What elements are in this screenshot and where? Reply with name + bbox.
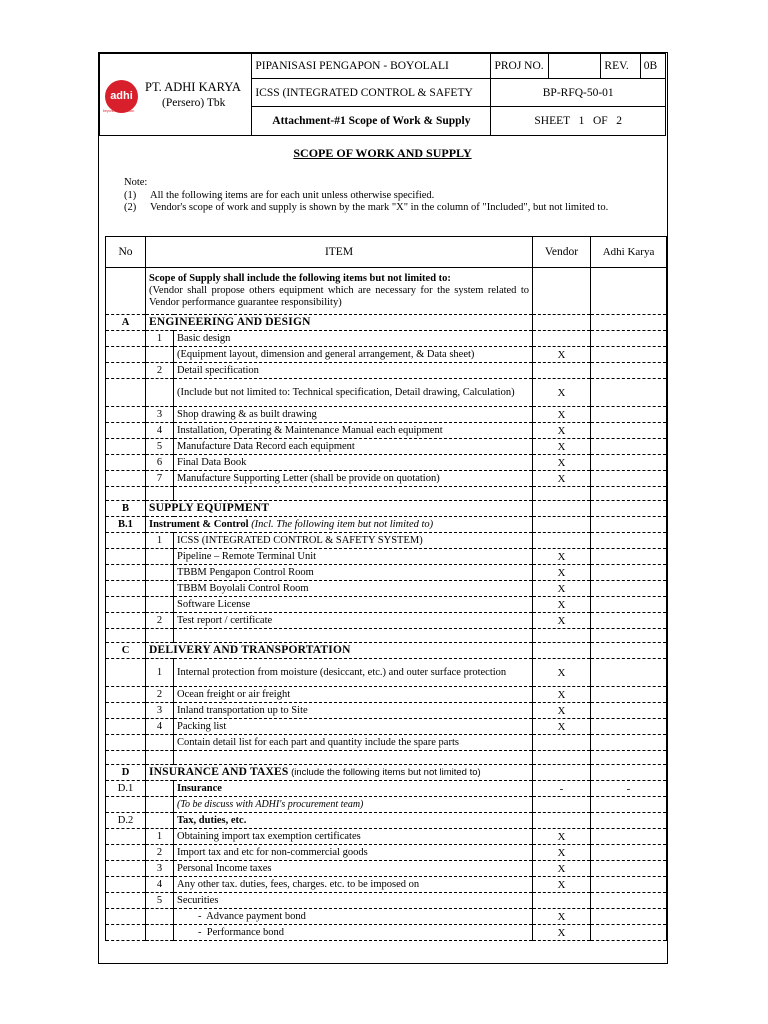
row-sub: [146, 549, 174, 565]
table-row: [106, 845, 667, 861]
row-adhi: [591, 533, 667, 549]
row-item: Shop drawing & as built drawing: [174, 407, 533, 423]
row-sub: 5: [146, 439, 174, 455]
row-adhi: [591, 909, 667, 925]
row-no: [106, 549, 146, 565]
table-row: [106, 719, 667, 735]
row-item: (Include but not limited to: Technical specification, Detail drawing, Calculation): [174, 379, 533, 407]
row-sub: 7: [146, 471, 174, 487]
row-no: [106, 735, 146, 751]
section-label: Instrument & Control: [149, 518, 249, 530]
row-vendor: -: [533, 781, 591, 797]
row-item: ICSS (INTEGRATED CONTROL & SAFETY SYSTEM): [174, 533, 533, 549]
row-adhi: [591, 315, 667, 331]
row-adhi: [591, 487, 667, 501]
row-adhi: [591, 331, 667, 347]
row-sub: 5: [146, 893, 174, 909]
row-vendor: [533, 315, 591, 331]
section-title: [146, 765, 533, 781]
row-adhi: [591, 877, 667, 893]
section-label: SUPPLY EQUIPMENT: [149, 502, 270, 514]
row-vendor: [533, 363, 591, 379]
row-item: Manufacture Data Record each equipment: [174, 439, 533, 455]
table-row: [106, 501, 667, 517]
row-sub: [146, 797, 174, 813]
row-no: [106, 268, 146, 315]
row-sub: [146, 735, 174, 751]
sheet-number: SHEET 1 OF 2: [491, 107, 666, 136]
row-no: [106, 751, 146, 765]
table-row: [106, 925, 667, 941]
row-item: Contain detail list for each part and quantity include the spare parts: [174, 735, 533, 751]
row-adhi: [591, 613, 667, 629]
header-adhi-karya: Adhi Karya: [591, 237, 667, 268]
row-vendor: X: [533, 909, 591, 925]
row-no: [106, 363, 146, 379]
row-item: (Equipment layout, dimension and general arrangement, & Data sheet): [174, 347, 533, 363]
table-row: [106, 268, 667, 315]
section-title: [146, 643, 533, 659]
table-row: [106, 735, 667, 751]
row-no: [106, 687, 146, 703]
row-item: Internal protection from moisture (desiccant, etc.) and outer surface protection: [174, 659, 533, 687]
row-vendor: [533, 517, 591, 533]
row-sub: [146, 379, 174, 407]
intro-heading: Scope of Supply shall include the following items but not limited to:: [149, 273, 451, 284]
row-vendor: X: [533, 549, 591, 565]
row-adhi: [591, 471, 667, 487]
row-adhi: [591, 735, 667, 751]
proj-no-label: PROJ NO.: [491, 54, 549, 79]
row-no: [106, 861, 146, 877]
row-sub: 2: [146, 845, 174, 861]
table-row: [106, 423, 667, 439]
section-label: DELIVERY AND TRANSPORTATION: [149, 644, 351, 656]
row-no: [106, 893, 146, 909]
document-number: BP-RFQ-50-01: [491, 79, 666, 107]
row-vendor: [533, 533, 591, 549]
company-block: [100, 54, 252, 136]
row-item: Obtaining import tax exemption certificates: [174, 829, 533, 845]
section-no: B.1: [106, 517, 146, 533]
row-sub: [146, 909, 174, 925]
row-adhi: [591, 581, 667, 597]
section-title: [146, 517, 533, 533]
row-item: Installation, Operating & Maintenance Manual each equipment: [174, 423, 533, 439]
row-adhi: [591, 597, 667, 613]
row-adhi: [591, 925, 667, 941]
row-vendor: X: [533, 687, 591, 703]
row-item: - Performance bond: [174, 925, 533, 941]
table-row: [106, 659, 667, 687]
row-sub: [146, 565, 174, 581]
notes-block: [124, 177, 608, 215]
section-label: ENGINEERING AND DESIGN: [149, 316, 311, 328]
section-label: INSURANCE AND TAXES: [149, 766, 289, 778]
row-no: [106, 845, 146, 861]
row-sub: 1: [146, 659, 174, 687]
row-no: [106, 439, 146, 455]
header-vendor: Vendor: [533, 237, 591, 268]
proj-no-value: [548, 54, 600, 79]
row-vendor: [533, 751, 591, 765]
table-row: [106, 455, 667, 471]
row-adhi: [591, 268, 667, 315]
row-vendor: X: [533, 861, 591, 877]
table-row: [106, 703, 667, 719]
row-vendor: X: [533, 703, 591, 719]
row-no: [106, 797, 146, 813]
row-sub: 1: [146, 533, 174, 549]
row-vendor: X: [533, 471, 591, 487]
row-sub: 2: [146, 363, 174, 379]
row-vendor: [533, 629, 591, 643]
row-vendor: X: [533, 613, 591, 629]
row-no: [106, 379, 146, 407]
row-no: [106, 487, 146, 501]
row-adhi: [591, 845, 667, 861]
row-sub: 4: [146, 719, 174, 735]
row-item: Ocean freight or air freight: [174, 687, 533, 703]
table-row: [106, 813, 667, 829]
row-no: [106, 613, 146, 629]
row-vendor: [533, 643, 591, 659]
table-row: [106, 687, 667, 703]
table-row: [106, 517, 667, 533]
rev-label: REV.: [601, 54, 640, 79]
row-vendor: X: [533, 829, 591, 845]
adhi-logo-icon: adhi: [105, 80, 138, 113]
row-vendor: X: [533, 565, 591, 581]
row-adhi: [591, 379, 667, 407]
table-row: [106, 533, 667, 549]
row-vendor: X: [533, 407, 591, 423]
table-row: [106, 347, 667, 363]
row-adhi: [591, 501, 667, 517]
row-sub: 4: [146, 877, 174, 893]
row-sub: 3: [146, 407, 174, 423]
row-item: Tax, duties, etc.: [174, 813, 533, 829]
table-row: [106, 487, 667, 501]
row-sub: [146, 581, 174, 597]
row-vendor: X: [533, 423, 591, 439]
row-adhi: [591, 643, 667, 659]
table-row: [106, 829, 667, 845]
row-sub: 1: [146, 829, 174, 845]
row-vendor: [533, 893, 591, 909]
row-adhi: [591, 861, 667, 877]
row-sub: 1: [146, 331, 174, 347]
row-no: D.1: [106, 781, 146, 797]
row-vendor: [533, 487, 591, 501]
row-adhi: [591, 703, 667, 719]
table-row: [106, 379, 667, 407]
row-item: Manufacture Supporting Letter (shall be provide on quotation): [174, 471, 533, 487]
section-note: (Incl. The following item but not limited to): [251, 518, 434, 530]
row-sub: [146, 597, 174, 613]
row-adhi: [591, 549, 667, 565]
row-item: Pipeline – Remote Terminal Unit: [174, 549, 533, 565]
table-row: [106, 765, 667, 781]
row-sub: 4: [146, 423, 174, 439]
row-no: [106, 565, 146, 581]
table-row: [106, 613, 667, 629]
row-no: [106, 719, 146, 735]
row-no: [106, 659, 146, 687]
section-title: [146, 315, 533, 331]
row-adhi: [591, 687, 667, 703]
row-item: [146, 268, 533, 315]
row-no: [106, 909, 146, 925]
row-vendor: [533, 331, 591, 347]
row-sub: [146, 813, 174, 829]
attachment-title: Attachment-#1 Scope of Work & Supply: [252, 107, 491, 136]
row-no: [106, 331, 146, 347]
row-sub: 3: [146, 861, 174, 877]
row-adhi: [591, 565, 667, 581]
row-adhi: [591, 893, 667, 909]
header-item: ITEM: [146, 237, 533, 268]
row-item: TBBM Boyolali Control Room: [174, 581, 533, 597]
row-adhi: [591, 455, 667, 471]
table-row: [106, 471, 667, 487]
note-item: (1) All the following items are for each unit unless otherwise specified.: [124, 189, 435, 201]
table-row: [106, 893, 667, 909]
row-no: D.2: [106, 813, 146, 829]
page-title: SCOPE OF WORK AND SUPPLY: [293, 146, 472, 160]
row-vendor: X: [533, 719, 591, 735]
table-row: [106, 565, 667, 581]
row-item: Software License: [174, 597, 533, 613]
table-header-row: [106, 237, 667, 268]
row-adhi: [591, 829, 667, 845]
row-item: [174, 629, 533, 643]
row-item: Any other tax. duties, fees, charges. etc. to be imposed on: [174, 877, 533, 893]
row-item: (To be discuss with ADHI's procurement team): [174, 797, 533, 813]
document-sheet: [98, 52, 668, 964]
row-sub: 3: [146, 703, 174, 719]
row-vendor: [533, 735, 591, 751]
row-vendor: X: [533, 439, 591, 455]
row-adhi: [591, 407, 667, 423]
row-sub: [146, 347, 174, 363]
row-adhi: [591, 813, 667, 829]
row-item: Final Data Book: [174, 455, 533, 471]
row-adhi: -: [591, 781, 667, 797]
table-row: [106, 629, 667, 643]
row-item: Securities: [174, 893, 533, 909]
row-item: Test report / certificate: [174, 613, 533, 629]
row-vendor: X: [533, 347, 591, 363]
table-row: [106, 877, 667, 893]
row-no: [106, 455, 146, 471]
table-row: [106, 407, 667, 423]
row-vendor: X: [533, 845, 591, 861]
table-row: [106, 643, 667, 659]
header-no: No: [106, 237, 146, 268]
note-item: (2) Vendor's scope of work and supply is shown by the mark "X" in the column of "Included", but not limited to.: [124, 202, 609, 213]
company-sub: (Persero) Tbk: [162, 97, 226, 109]
table-row: [106, 549, 667, 565]
table-row: [106, 597, 667, 613]
row-item: Inland transportation up to Site: [174, 703, 533, 719]
notes-label: Note:: [124, 177, 148, 188]
row-sub: [146, 925, 174, 941]
row-item: [174, 751, 533, 765]
row-no: [106, 533, 146, 549]
row-no: [106, 703, 146, 719]
row-vendor: [533, 501, 591, 517]
table-row: [106, 781, 667, 797]
table-row: [106, 315, 667, 331]
row-sub: [146, 781, 174, 797]
row-item: Basic design: [174, 331, 533, 347]
row-item: TBBM Pengapon Control Room: [174, 565, 533, 581]
rev-value: 0B: [640, 54, 665, 79]
intro-text: (Vendor shall propose others equipment which are necessary for the system related to Vendor performance guarantee responsibility): [149, 285, 530, 308]
table-row: [106, 909, 667, 925]
row-no: [106, 407, 146, 423]
row-sub: [146, 751, 174, 765]
row-adhi: [591, 765, 667, 781]
row-item: Personal Income taxes: [174, 861, 533, 877]
row-no: [106, 471, 146, 487]
row-no: [106, 877, 146, 893]
table-row: [106, 331, 667, 347]
row-sub: [146, 487, 174, 501]
table-row: [106, 797, 667, 813]
table-row: [106, 581, 667, 597]
section-no: B: [106, 501, 146, 517]
row-sub: 2: [146, 687, 174, 703]
row-no: [106, 423, 146, 439]
row-vendor: [533, 765, 591, 781]
row-item: Insurance: [174, 781, 533, 797]
row-item: [174, 487, 533, 501]
document-header: [99, 53, 666, 136]
row-no: [106, 597, 146, 613]
row-vendor: [533, 268, 591, 315]
section-note: (include the following items but not limited to): [291, 767, 481, 778]
system-name: ICSS (INTEGRATED CONTROL & SAFETY: [252, 79, 491, 107]
row-adhi: [591, 751, 667, 765]
row-adhi: [591, 363, 667, 379]
row-adhi: [591, 719, 667, 735]
row-adhi: [591, 517, 667, 533]
row-vendor: X: [533, 659, 591, 687]
row-vendor: X: [533, 925, 591, 941]
row-sub: 2: [146, 613, 174, 629]
table-row: [106, 861, 667, 877]
row-sub: [146, 629, 174, 643]
section-no: C: [106, 643, 146, 659]
row-item: Detail specification: [174, 363, 533, 379]
logo-tagline: beyond construction: [103, 109, 135, 113]
row-vendor: X: [533, 581, 591, 597]
row-adhi: [591, 797, 667, 813]
company-name: PT. ADHI KARYA: [145, 80, 241, 94]
row-no: [106, 829, 146, 845]
row-adhi: [591, 347, 667, 363]
section-no: D: [106, 765, 146, 781]
section-title: [146, 501, 533, 517]
row-item: Import tax and etc for non-commercial goods: [174, 845, 533, 861]
row-adhi: [591, 439, 667, 455]
scope-table: [105, 236, 667, 941]
row-no: [106, 925, 146, 941]
table-row: [106, 439, 667, 455]
row-no: [106, 347, 146, 363]
row-vendor: X: [533, 379, 591, 407]
row-vendor: [533, 797, 591, 813]
project-name: PIPANISASI PENGAPON - BOYOLALI: [252, 54, 491, 79]
row-vendor: X: [533, 597, 591, 613]
row-vendor: X: [533, 455, 591, 471]
row-sub: 6: [146, 455, 174, 471]
row-adhi: [591, 659, 667, 687]
row-adhi: [591, 629, 667, 643]
row-vendor: X: [533, 877, 591, 893]
row-item: Packing list: [174, 719, 533, 735]
table-row: [106, 751, 667, 765]
row-no: [106, 581, 146, 597]
row-adhi: [591, 423, 667, 439]
row-vendor: [533, 813, 591, 829]
table-row: [106, 363, 667, 379]
row-no: [106, 629, 146, 643]
row-item: - Advance payment bond: [174, 909, 533, 925]
section-no: A: [106, 315, 146, 331]
